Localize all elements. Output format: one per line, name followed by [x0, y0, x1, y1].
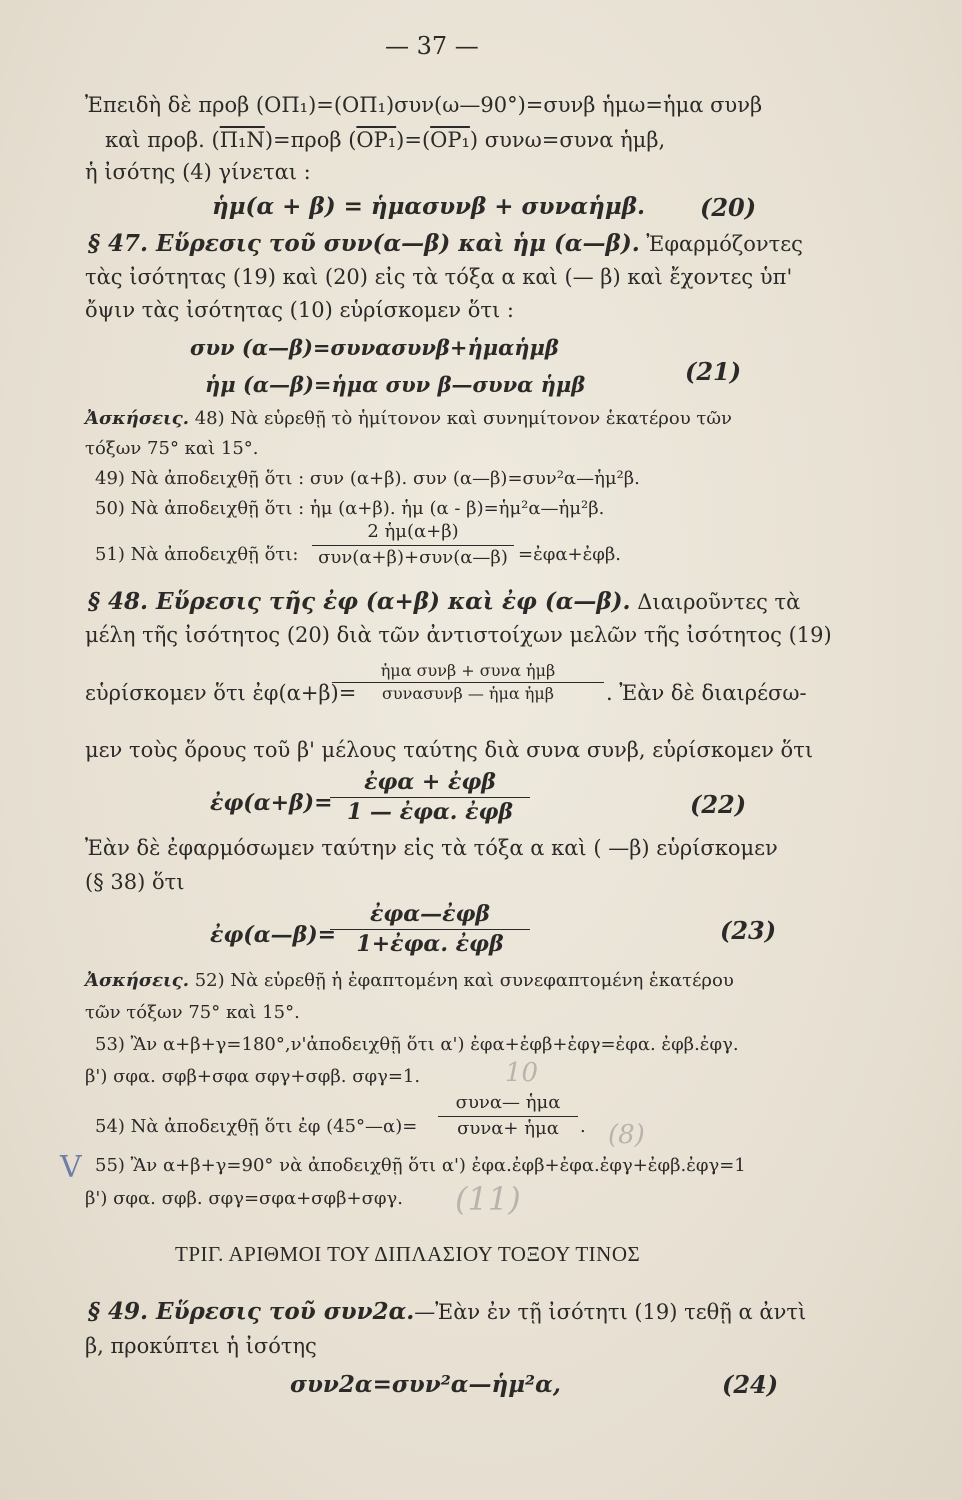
text-line: μέλη τῆς ἰσότητος (20) διὰ τῶν ἀντιστοίχων μελῶν τῆς ἰσότητος (19) [85, 623, 832, 647]
exercises-label: Ἀσκήσεις. [85, 408, 189, 429]
equation-21a: συν (α—β)=συνασυνβ+ἡμαἡμβ [190, 335, 559, 360]
fraction-numerator: ἡμα συνβ + συνα ἡμβ [380, 661, 556, 680]
exercise-48: 48) Νὰ εὑρεθῇ τὸ ἡμίτονον καὶ συνημίτονον ἑκατέρου τῶν [194, 408, 732, 429]
exercise-line [85, 410, 732, 428]
exercise-49: 49) Νὰ ἀποδειχθῇ ὅτι : συν (α+β). συν (α—β)=συν²α—ἡμ²β. [95, 468, 640, 489]
fraction-bar [330, 797, 530, 798]
text-fragment: )=( [396, 128, 431, 152]
fraction-bar [438, 1116, 578, 1117]
exercise-52: 52) Νὰ εὑρεθῇ ἡ ἐφαπτομένη καὶ συνεφαπτομένη ἑκατέρου [194, 970, 734, 991]
equation-23-lhs: ἐφ(α—β)= [210, 922, 337, 948]
fraction-line-suffix: . Ἐὰν δὲ διαιρέσω- [606, 681, 807, 705]
chapter-heading: ΤΡΙΓ. ΑΡΙΘΜΟΙ ΤΟΥ ΔΙΠΛΑΣΙΟΥ ΤΟΞΟΥ ΤΙΝΟΣ [175, 1242, 641, 1266]
text-line: μεν τοὺς ὅρους τοῦ β' μέλους ταύτης διὰ συνα συνβ, εὑρίσκομεν ὅτι [85, 738, 814, 762]
equation-24: συν2α=συν²α—ἡμ²α, [290, 1371, 561, 1398]
exercise-line: β') σφα. σφβ+σφα σφγ+σφβ. σφγ=1. [85, 1066, 421, 1087]
text-fragment: )=προβ ( [264, 128, 357, 152]
fraction-denominator: 1 — ἐφα. ἐφβ [346, 799, 514, 826]
section-48-title: § 48. Εὕρεσις τῆς ἐφ (α+β) καὶ ἐφ (α—β). [88, 588, 631, 615]
exercises-label: Ἀσκήσεις. [85, 970, 189, 991]
pencil-note: (8) [608, 1120, 645, 1150]
exercise-54-label: 54) Νὰ ἀποδειχθῇ ὅτι ἐφ (45°—α)= [95, 1116, 418, 1137]
equation-number: (24) [722, 1370, 779, 1399]
equation-number: (23) [720, 916, 777, 945]
fraction-denominator: συνα+ ἡμα [457, 1117, 559, 1139]
exercise-line [85, 972, 734, 990]
exercise-line: τῶν τόξων 75° καὶ 15°. [85, 1002, 300, 1023]
text-fragment: ) συνω=συνα ἡμβ, [469, 128, 666, 152]
text-line: β, προκύπτει ἡ ἰσότης [85, 1334, 317, 1358]
fraction-numerator: συνα— ἡμα [455, 1092, 561, 1113]
overlined-segment: Π₁Ν [219, 128, 265, 152]
equation-23-fraction [330, 902, 530, 958]
overlined-segment: ΟΡ₁ [430, 128, 470, 152]
fraction-line-prefix: εὑρίσκομεν ὅτι ἐφ(α+β)= [85, 681, 357, 705]
fraction-bar [332, 682, 604, 683]
exercise-51-label: 51) Νὰ ἀποδειχθῇ ὅτι: [95, 544, 299, 565]
exercise-54-fraction [438, 1093, 578, 1139]
equation-number: (21) [685, 357, 742, 386]
pencil-note: 10 [505, 1058, 539, 1088]
text-line: Ἐπειδὴ δὲ προβ (ΟΠ₁)=(ΟΠ₁)συν(ω—90°)=συνβ ἡμω=ἡμα συνβ [85, 93, 763, 117]
text-fragment: καὶ προβ. ( [105, 128, 220, 152]
section-47-text: Ἐφαρμόζοντες [646, 232, 803, 256]
equation-number: (22) [690, 790, 747, 819]
text-line: ὄψιν τὰς ἰσότητας (10) εὑρίσκομεν ὅτι : [85, 298, 514, 322]
fraction-numerator: 2 ἡμ(α+β) [367, 521, 459, 542]
section-47-title: § 47. Εὕρεσις τοῦ συν(α—β) καὶ ἡμ (α—β). [88, 230, 640, 257]
exercise-51-fraction [312, 522, 514, 568]
equation-22-lhs: ἐφ(α+β)= [210, 790, 333, 816]
section-49-text: —Ἐὰν ἐν τῇ ἰσότητι (19) τεθῇ α ἀντὶ [414, 1300, 807, 1324]
section-48-text: Διαιροῦντες τὰ [637, 590, 801, 614]
exercise-54-end: . [580, 1116, 586, 1137]
section-49-line [88, 1300, 806, 1323]
fraction-bar [312, 545, 514, 546]
check-mark: V [60, 1150, 82, 1185]
exercise-53: 53) Ἂν α+β+γ=180°,ν'ἀποδειχθῇ ὅτι α') ἐφα+ἐφβ+ἐφγ=ἐφα. ἐφβ.ἐφγ. [95, 1034, 739, 1055]
exercise-line: τόξων 75° καὶ 15°. [85, 438, 259, 459]
section-49-title: § 49. Εὕρεσις τοῦ συν2α. [88, 1298, 415, 1325]
exercise-55: 55) Ἂν α+β+γ=90° νὰ ἀποδειχθῇ ὅτι α') ἐφα.ἐφβ+ἐφα.ἐφγ+ἐφβ.ἐφγ=1 [95, 1155, 746, 1176]
page-number: — 37 — [385, 32, 479, 60]
section-48-line [88, 590, 800, 613]
tangent-fraction [332, 662, 604, 704]
section-47-line [88, 232, 803, 255]
fraction-bar [330, 929, 530, 930]
exercise-50: 50) Νὰ ἀποδειχθῇ ὅτι : ἡμ (α+β). ἡμ (α - β)=ἡμ²α—ἡμ²β. [95, 498, 605, 519]
text-line: (§ 38) ὅτι [85, 870, 185, 894]
fraction-denominator: συνασυνβ — ἡμα ἡμβ [381, 684, 555, 704]
fraction-denominator: 1+ἐφα. ἐφβ [356, 931, 504, 958]
equation-22-fraction [330, 770, 530, 826]
equation-20: ἡμ(α + β) = ἡμασυνβ + συναἡμβ. [212, 193, 645, 220]
text-line [105, 130, 665, 151]
pencil-note: (11) [455, 1180, 521, 1218]
fraction-numerator: ἐφα + ἐφβ [364, 769, 496, 795]
overlined-segment: ΟΡ₁ [356, 128, 397, 152]
text-line: τὰς ἰσότητας (19) καὶ (20) εἰς τὰ τόξα α καὶ (— β) καὶ ἔχοντες ὑπ' [85, 265, 793, 289]
exercise-51-result: =ἐφα+ἐφβ. [518, 544, 621, 565]
equation-number: (20) [700, 193, 757, 222]
fraction-numerator: ἐφα—ἐφβ [369, 901, 491, 927]
exercise-line: β') σφα. σφβ. σφγ=σφα+σφβ+σφγ. [85, 1188, 403, 1209]
equation-21b: ἡμ (α—β)=ἡμα συν β—συνα ἡμβ [205, 372, 586, 397]
fraction-denominator: συν(α+β)+συν(α—β) [318, 546, 508, 568]
text-line: ἡ ἰσότης (4) γίνεται : [85, 160, 311, 184]
text-line: Ἐὰν δὲ ἐφαρμόσωμεν ταύτην εἰς τὰ τόξα α καὶ ( —β) εὑρίσκομεν [85, 836, 778, 860]
